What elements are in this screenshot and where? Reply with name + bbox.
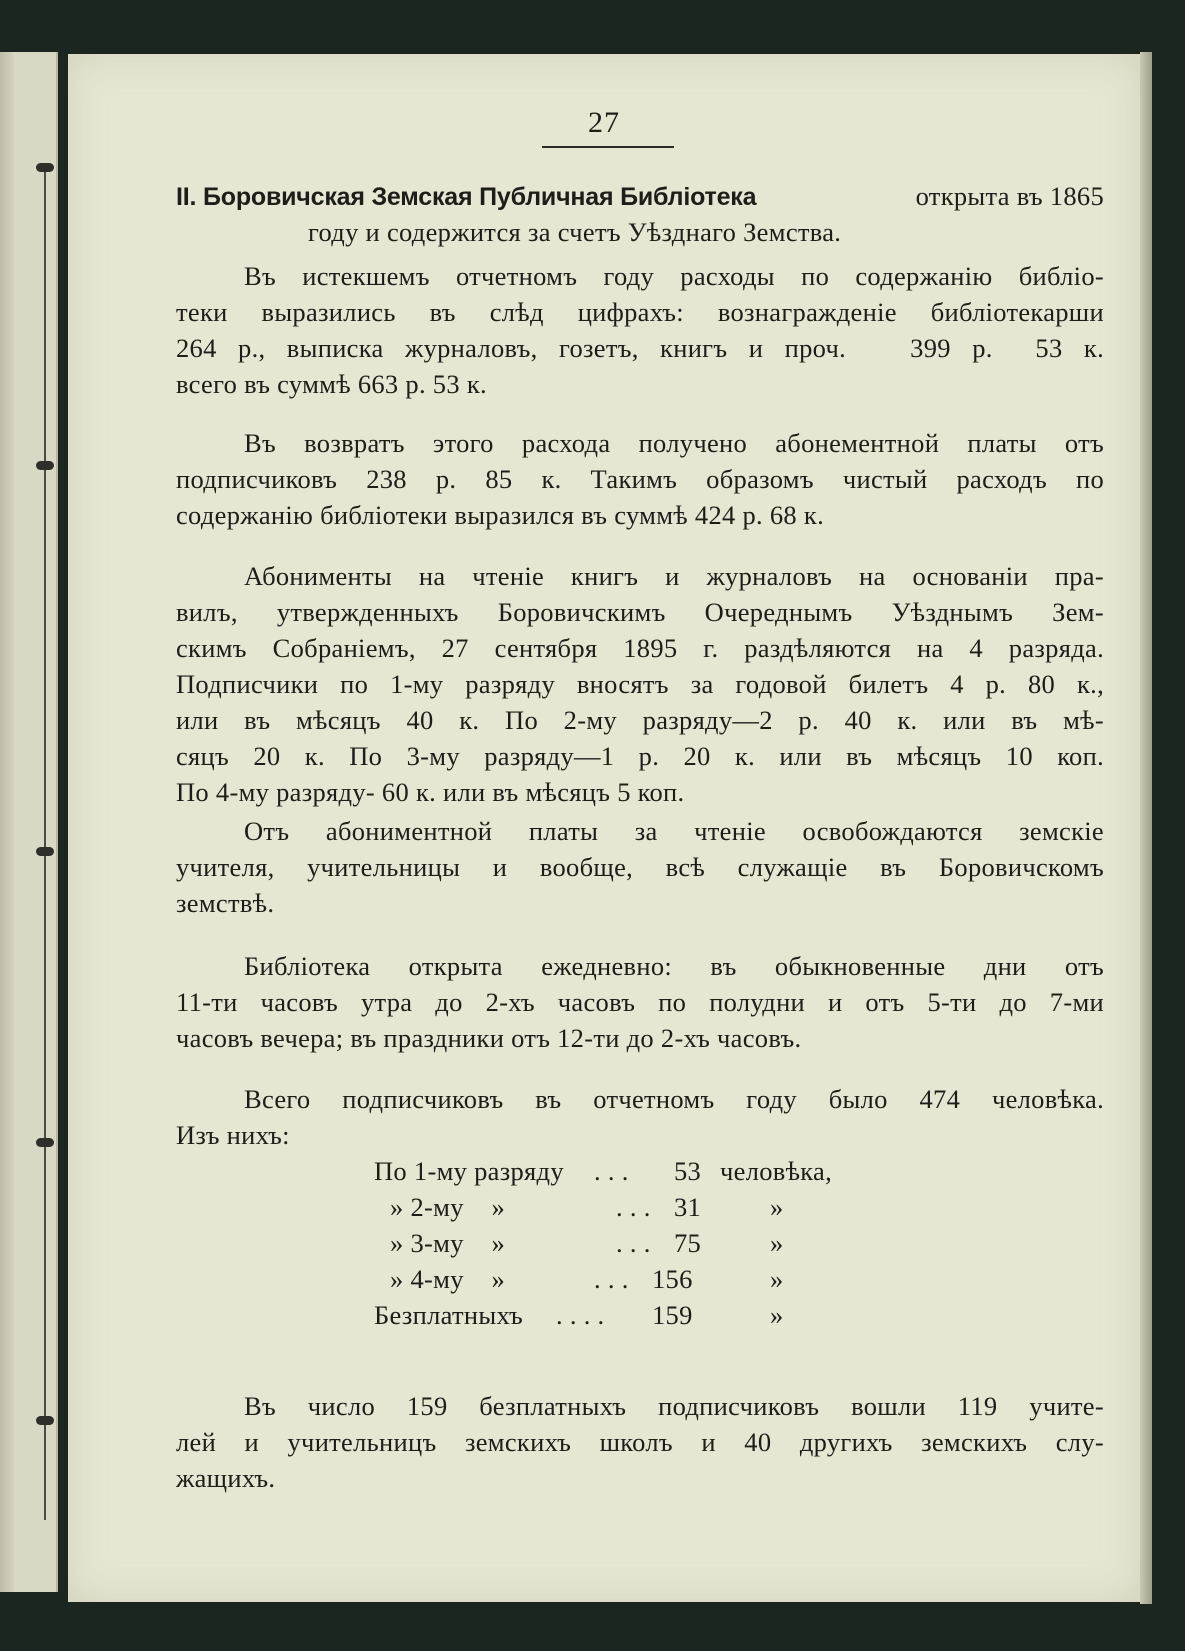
paragraph-line: Въ число 159 безплатныхъ подписчиковъ вошли 119 учите- xyxy=(244,1391,1104,1421)
row-count: 75 xyxy=(674,1228,702,1258)
heading-bold-title: II. Боровичская Земская Публичная Библіотека xyxy=(176,183,757,211)
row-dots: . . . . xyxy=(556,1300,605,1330)
row-unit: человѣка, xyxy=(720,1156,833,1186)
page-number: 27 xyxy=(588,106,620,139)
row-count: 53 xyxy=(674,1156,702,1186)
facing-page-edge xyxy=(0,52,58,1592)
paragraph-line: или въ мѣсяцъ 40 к. По 2-му разряду—2 р. 40 к. или въ мѣ- xyxy=(176,705,1104,735)
row-count: 156 xyxy=(652,1264,693,1294)
table-row xyxy=(68,1154,1140,1188)
row-unit: » xyxy=(770,1228,784,1258)
paragraph-line: Отъ абониментной платы за чтеніе освобождаются земскіе xyxy=(244,816,1104,846)
paragraph-line: содержанію библіотеки выразился въ суммѣ 424 р. 68 к. xyxy=(176,500,825,530)
paragraph-line: Всего подписчиковъ въ отчетномъ году было 474 человѣка. xyxy=(244,1084,1104,1114)
paragraph-line: Въ истекшемъ отчетномъ году расходы по содержанію библіо- xyxy=(244,261,1104,291)
table-row xyxy=(68,1190,1140,1224)
paragraph-line: подписчиковъ 238 р. 85 к. Такимъ образомъ чистый расходъ по xyxy=(176,464,1104,494)
row-dots: . . . xyxy=(616,1228,651,1258)
paragraph-line: сяцъ 20 к. По 3-му разряду—1 р. 20 к. или въ мѣсяцъ 10 коп. xyxy=(176,741,1104,771)
table-row xyxy=(68,1226,1140,1260)
row-label: » 4-му » xyxy=(390,1264,506,1294)
paragraph-line: всего въ суммѣ 663 р. 53 к. xyxy=(176,369,487,399)
binding-stitch xyxy=(36,163,54,172)
paragraph-line: теки выразились въ слѣд цифрахъ: вознагражденіе библіотекарши xyxy=(176,297,1104,327)
row-count: 159 xyxy=(652,1300,693,1330)
paragraph-line: лей и учительницъ земскихъ школъ и 40 другихъ земскихъ слу- xyxy=(176,1427,1104,1457)
page-right-edge xyxy=(1140,52,1152,1604)
table-row xyxy=(68,1298,1140,1332)
paragraph-line: часовъ вечера; въ праздники отъ 12-ти до 2-хъ часовъ. xyxy=(176,1023,802,1053)
row-unit: » xyxy=(770,1300,784,1330)
paragraph-line: Библіотека открыта ежедневно: въ обыкновенные дни отъ xyxy=(244,951,1104,981)
row-unit: » xyxy=(770,1192,784,1222)
paragraph-line: Абонименты на чтеніе книгъ и журналовъ на основаніи пра- xyxy=(244,561,1104,591)
row-dots: . . . xyxy=(594,1264,629,1294)
paragraph-line: По 4-му разряду- 60 к. или въ мѣсяцъ 5 коп. xyxy=(176,777,685,807)
binding-thread xyxy=(44,170,46,1520)
paragraph-line: скимъ Собраніемъ, 27 сентября 1895 г. раздѣляются на 4 разряда. xyxy=(176,633,1104,663)
paragraph-line: Изъ нихъ: xyxy=(176,1120,290,1150)
row-label: Безплатныхъ xyxy=(374,1300,524,1330)
binding-stitch xyxy=(36,461,54,470)
row-dots: . . . xyxy=(616,1192,651,1222)
paragraph-line: Подписчики по 1-му разряду вносятъ за годовой билетъ 4 р. 80 к., xyxy=(176,669,1104,699)
page-number-rule xyxy=(542,146,674,148)
heading-line-2: году и содержится за счетъ Уѣзднаго Земства. xyxy=(308,217,842,247)
table-row xyxy=(68,1262,1140,1296)
row-count: 31 xyxy=(674,1192,702,1222)
paragraph-line: вилъ, утвержденныхъ Боровичскимъ Очереднымъ Уѣзднымъ Зем- xyxy=(176,597,1104,627)
book-page xyxy=(68,54,1140,1602)
row-label: » 2-му » xyxy=(390,1192,506,1222)
row-dots: . . . xyxy=(594,1156,629,1186)
heading-rest: открыта въ 1865 xyxy=(915,181,1104,211)
binding-stitch xyxy=(36,1138,54,1147)
row-label: По 1-му разряду xyxy=(374,1156,564,1186)
binding-stitch xyxy=(36,1416,54,1425)
row-label: » 3-му » xyxy=(390,1228,506,1258)
page-edge-shadow xyxy=(0,52,14,1592)
paragraph-line: 11-ти часовъ утра до 2-хъ часовъ по полудни и отъ 5-ти до 7-ми xyxy=(176,987,1104,1017)
row-unit: » xyxy=(770,1264,784,1294)
paragraph-line: земствѣ. xyxy=(176,888,275,918)
paragraph-line: жащихъ. xyxy=(176,1463,276,1493)
paragraph-line: 264 р., выписка журналовъ, гозетъ, книгъ и проч. 399 р. 53 к. xyxy=(176,333,1104,363)
paragraph-line: учителя, учительницы и вообще, всѣ служащіе въ Боровичскомъ xyxy=(176,852,1104,882)
binding-stitch xyxy=(36,847,54,856)
paragraph-line: Въ возвратъ этого расхода получено абонементной платы отъ xyxy=(244,428,1104,458)
